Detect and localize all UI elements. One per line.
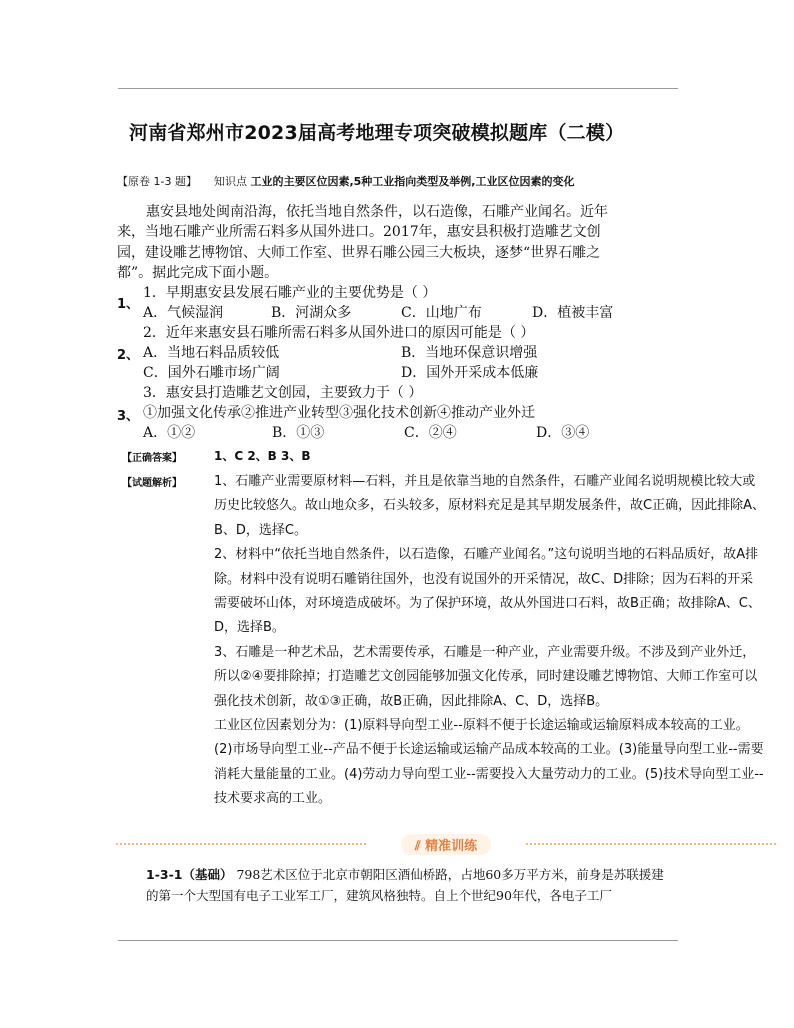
passage-line-3: 园，建设雕艺博物馆、大师工作室、世界石雕公园三大板块，逐梦“世界石雕之 <box>117 245 601 261</box>
exercise-text: 798艺术区位于北京市朝阳区酒仙桥路，占地60多万平方米，前身是苏联援建的第一个大型国有电子工业军工厂，建筑风格独特。自上个世纪90年代，各电子工厂 <box>146 867 664 903</box>
question-stem: 3．惠安县打造雕艺文创园，主要致力于（ ） <box>143 385 423 401</box>
knowledge-label: 知识点 <box>213 175 247 188</box>
page-title: 河南省郑州市2023届高考地理专项突破模拟题库（二模） <box>129 122 625 144</box>
analysis-paragraph-1: 1、石雕产业需要原材料—石料，并且是依靠当地的自然条件，石雕产业闻名说明规模比较大或历史比较悠久。故山地众多，石头较多，原材料充足是其早期发展条件，故C正确，因此排除A、B、D，选择C。 <box>214 474 765 538</box>
answer-label: 【正确答案】 <box>122 453 182 464</box>
bottom-rule <box>118 940 678 941</box>
passage-line-4: 都”。据此完成下面小题。 <box>117 265 279 281</box>
passage-line-1: 惠安县地处闽南沿海，依托当地自然条件，以石造像，石雕产业闻名。近年 <box>146 204 608 220</box>
option-c: C．山地广布 <box>401 305 482 321</box>
option-d: D．③④ <box>536 425 590 441</box>
analysis-paragraph-4: 工业区位因素划分为：(1)原料导向型工业--原料不便于长途运输或运输原料成本较高的工业。(2)市场导向型工业--产品不便于长途运输或运输产品成本较高的工业。(3)能量导向型工业--需要消耗大量能量的工业。(4)劳动力导向型工业--需要投入大量劳动力的工业。(5)技术导向型工业--技术要求高的工业。 <box>214 718 764 807</box>
question-stem: 1．早期惠安县发展石雕产业的主要优势是（ ） <box>143 285 437 301</box>
top-rule <box>118 88 678 89</box>
option-b: B．当地环保意识增强 <box>401 345 538 361</box>
option-d: D．国外开采成本低廉 <box>401 365 539 381</box>
analysis-paragraph-2: 2、材料中“依托当地自然条件，以石造像，石雕产业闻名。”这句说明当地的石料品质好，故A排除。材料中没有说明石雕销往国外，也没有说国外的开采情况，故C、D排除；因为石料的开采需要破坏山体，对环境造成破坏。为了保护环境，故从外国进口石料，故B正确；故排除A、C、D，选择B。 <box>214 547 761 636</box>
option-b: B．河湖众多 <box>271 305 352 321</box>
option-b: B．①③ <box>272 425 325 441</box>
option-a: A．气候湿润 <box>143 305 224 321</box>
analysis-label: 【试题解析】 <box>122 478 182 489</box>
knowledge-point-line <box>117 173 574 189</box>
practice-banner <box>116 832 776 856</box>
exercise-block <box>146 864 676 906</box>
question-number: 2、 <box>117 348 140 363</box>
analysis-body <box>214 470 766 812</box>
exercise-head: 1-3-1（基础） <box>146 867 233 882</box>
answer-text: 1、C 2、B 3、B <box>214 449 311 463</box>
knowledge-topics: 工业的主要区位因素,5种工业指向类型及举例,工业区位因素的变化 <box>250 175 575 188</box>
passage-line-2: 来，当地石雕产业所需石料多从国外进口。2017年，惠安县积极打造雕艺文创 <box>117 224 601 240</box>
option-c: C．国外石雕市场广阔 <box>143 365 280 381</box>
question-number: 1、 <box>117 297 140 312</box>
question-statements: ①加强文化传承②推进产业转型③强化技术创新④推动产业外迁 <box>143 405 535 421</box>
option-c: C．②④ <box>404 425 457 441</box>
question-stem: 2．近年来惠安县石雕所需石料多从国外进口的原因可能是（ ） <box>143 325 535 341</box>
option-a: A．当地石料品质较低 <box>143 345 280 361</box>
exercise-paragraph <box>146 864 676 906</box>
analysis-paragraph-3: 3、石雕是一种艺术品，艺术需要传承，石雕是一种产业，产业需要升级。不涉及到产业外迁，所以②④要排除掉；打造雕艺文创园能够加强文化传承，同时建设雕艺博物馆、大师工作室可以强化技术创新，故①③正确，故B正确，因此排除A、C、D，选择B。 <box>214 644 758 709</box>
banner-title <box>401 834 491 855</box>
question-number: 3、 <box>117 409 140 424</box>
option-a: A．①② <box>143 425 196 441</box>
source-tag: 【原卷 1-3 题】 <box>117 175 197 188</box>
option-d: D．植被丰富 <box>532 305 614 321</box>
banner-label: 精准训练 <box>425 839 478 854</box>
double-slash-icon: ⫽ <box>414 839 426 854</box>
